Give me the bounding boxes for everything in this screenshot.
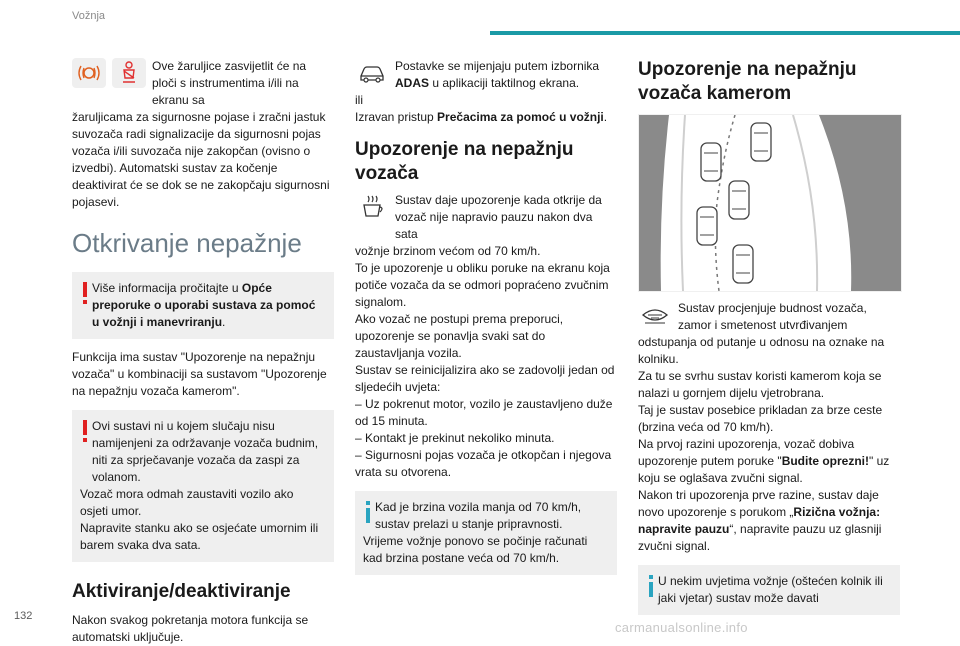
first-level-text-c: " uz koju se oglašava zvučni signal. [638, 454, 890, 485]
third-level-text-a: Nakon tri upozorenja prve razine, sustav daje novo upozorenje s porukom „ [638, 488, 879, 519]
info-box-conditions [638, 565, 900, 615]
body-line: – Uz pokrenut motor, vozilo je zaustavljeno duže od 15 minuta. [355, 397, 613, 428]
body-line: Ako vozač ne postupi prema preporuci, upozorenje se ponavlja svaki sat do zaustavljanja vozila. [355, 312, 564, 360]
camera-intro [638, 300, 900, 334]
adas-menu-label: ADAS [395, 76, 430, 90]
warning-box-info [72, 272, 334, 339]
coffee-cup-icon [355, 192, 389, 222]
coffee-intro-text: Sustav daje upozorenje kada otkrije da vozač nije napravio pauzu nakon dva sata [395, 193, 602, 241]
lane-drift-illustration [638, 114, 902, 292]
body-line: vožnje brzinom većom od 70 km/h. [355, 244, 541, 258]
warn2-line-3: Napravite stanku ako se osjećate umornim ili barem svaka dva sata. [80, 521, 319, 552]
seatbelt-intro [72, 58, 334, 109]
column-3 [638, 58, 900, 615]
direct-text-a: Izravan pristup [355, 110, 438, 124]
direct-text-c: . [603, 110, 608, 124]
info-icon [648, 575, 654, 602]
warning-box-fatigue [72, 410, 334, 562]
body-line: Taj je sustav posebice prikladan za brze ceste (brzina veća od 70 km/h). [638, 403, 883, 434]
airbag-warning-icon [72, 58, 106, 88]
title-driver-attention: Upozorenje na nepažnju vozača [355, 139, 574, 184]
camera-intro-text: Sustav procjenjuje budnost vozača, zamor i smetenost utvrđivanjem [678, 301, 867, 332]
body-line: – Kontakt je prekinut nekoliko minuta. [355, 431, 555, 445]
warn1-text-a: Više informacija pročitajte u [92, 281, 242, 295]
adas-intro [355, 58, 617, 92]
info-line-2: Vrijeme vožnje ponovo se počinje računati kad brzina postane veća od 70 km/h. [363, 534, 588, 565]
first-level-text-a: Na prvoj razini upozorenja, vozač dobiva upozorenje putem poruke " [638, 437, 855, 468]
body-line: odstupanja od putanje u odnosu na oznake na kolniku. [638, 335, 885, 366]
coffee-intro [355, 192, 617, 243]
column-1 [72, 58, 334, 646]
warn1-text-c: . [222, 315, 226, 329]
exclamation-icon [82, 420, 88, 447]
body-line: Sustav se reinicijalizira ako se zadovolji jedan od sljedećih uvjeta: [355, 363, 615, 394]
info-line-1: U nekim uvjetima vožnje (oštećen kolnik ili jaki vjetar) sustav može davati [658, 574, 883, 605]
exclamation-icon [82, 282, 88, 309]
header-accent-bar [490, 31, 960, 35]
body-line: To je upozorenje u obliku poruke na ekranu koja potiče vozača da se odmori popraćeno zvučnim signalom. [355, 261, 610, 309]
subtitle-activation: Aktiviranje/deaktiviranje [72, 581, 291, 602]
body-line: Za tu se svrhu sustav koristi kamerom koja se nalazi u gornjem dijelu vjetrobrana. [638, 369, 882, 400]
title-camera-attention: Upozorenje na nepažnju vozača kamerom [638, 59, 857, 104]
body-line: – Sigurnosni pojas vozača je otkopčan i njegova vrata su otvorena. [355, 448, 612, 479]
column-2 [355, 58, 617, 575]
first-level-message: Budite oprezni! [781, 454, 870, 468]
adas-text-c: u aplikaciji taktilnog ekrana. [429, 76, 580, 90]
seatbelt-intro-text: Ove žaruljice zasvijetlit će na ploči s instrumentima i/ili na ekranu sa [152, 59, 307, 107]
warn2-line-1: Ovi sustavi ni u kojem slučaju nisu namijenjeni za održavanje vozača budnim, niti za sprječavanje vozača da zaspi za volanom. [92, 419, 319, 484]
info-box-standby [355, 491, 617, 575]
paragraph-activation: Nakon svakog pokretanja motora funkcija se automatski uključuje. [72, 613, 309, 644]
warn2-line-2: Vozač mora odmah zaustaviti vozilo ako osjeti umor. [80, 487, 294, 518]
watermark: carmanualsonline.info [615, 620, 748, 635]
adas-text-a: Postavke se mijenjaju putem izbornika [395, 59, 600, 73]
section-title-inattention: Otkrivanje nepažnje [72, 228, 302, 258]
page-number: 132 [14, 610, 33, 622]
seatbelt-intro-cont: žaruljicama za sigurnosne pojase i zračni jastuk suvozača radi signalizacije da sigurnosni pojas vozača i/ili suvozača nije zakopčan (ovisno o izvedbi). Automatski sustav za kočenje deaktivirat će se dok se ne zakopčaju sigurnosni pojasevi. [72, 110, 330, 209]
warn1-link[interactable]: Opće preporuke o uporabi sustava za pomoć u vožnji i manevriranju [92, 281, 316, 329]
seatbelt-warning-icon [112, 58, 146, 88]
info-icon [365, 501, 371, 528]
third-level-message: Rizična vožnja: napravite pauzu [638, 505, 881, 536]
or-text: ili [355, 93, 363, 107]
paragraph-systems: Funkcija ima sustav "Upozorenje na nepažnju vozača" u kombinaciji sa sustavom "Upozorenje na nepažnju vozača kamerom". [72, 350, 327, 398]
third-level-text-c: “, napravite pauzu uz glasniji zvučni signal. [638, 522, 882, 553]
section-header: Vožnja [72, 10, 106, 22]
eye-camera-icon [638, 300, 672, 330]
info-line-1: Kad je brzina vozila manja od 70 km/h, sustav prelazi u stanje pripravnosti. [375, 500, 582, 531]
car-settings-icon [355, 58, 389, 88]
direct-shortcut-label: Prečacima za pomoć u vožnji [437, 110, 604, 124]
